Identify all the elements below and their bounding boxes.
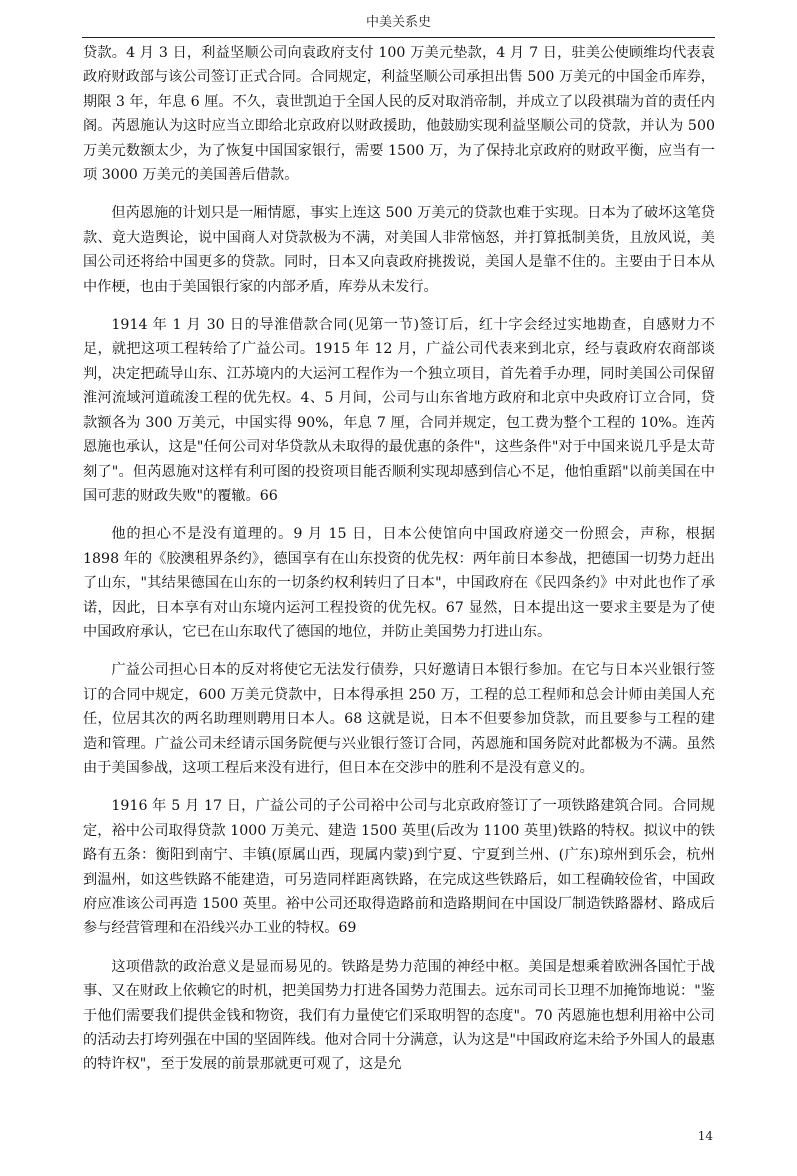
body-text	[83, 41, 715, 1091]
page-number: 14	[697, 1129, 713, 1143]
paragraph: 但芮恩施的计划只是一厢情愿，事实上连这 500 万美元的贷款也难于实现。日本为了破坏这笔贷款、竟大造舆论，说中国商人对贷款极为不满，对美国人非常恼怒，并打算抵制美货，且放风说，美国公司还将给中国更多的贷款。同时，日本又向袁政府挑拨说，美国人是靠不住的。主要由于日本从中作梗，也由于美国银行家的内部矛盾，库券从未发行。	[83, 205, 715, 295]
paragraph: 1916 年 5 月 17 日，广益公司的子公司裕中公司与北京政府签订了一项铁路建筑合同。合同规定，裕中公司取得贷款 1000 万美元、建造 1500 英里(后改为 1100 英里)铁路的特权。拟议中的铁路有五条：衡阳到南宁、丰镇(原属山西，现属内蒙)到宁夏、宁夏到兰州、(广东)琼州到乐会，杭州到温州，如这些铁路不能建造，可另造同样距离铁路，在完成这些铁路后，如工程确较俭省，中国政府应准该公司再造 1500 英里。裕中公司还取得造路前和造路期间在中国设厂制造铁路器材、路成后参与经营管理和在沿线兴办工业的特权。69	[83, 798, 715, 937]
paragraph: 贷款。4 月 3 日，利益坚顺公司向袁政府支付 100 万美元垫款，4 月 7 日，驻美公使顾维均代表袁政府财政部与该公司签订正式合同。合同规定，利益坚顺公司承担出售 500 万美元的中国金币库券，期限 3 年，年息 6 厘。不久，袁世凯迫于全国人民的反对取消帝制，并成立了以段祺瑞为首的责任内阁。芮恩施认为这时应当立即给北京政府以财政援助，他鼓励实现利益坚顺公司的贷款，并认为 500 万美元数额太少，为了恢复中国国家银行，需要 1500 万，为了保持北京政府的财政平衡，应当有一项 3000 万美元的美国善后借款。	[83, 45, 715, 184]
running-header: 中美关系史	[365, 15, 431, 30]
header-rule	[82, 37, 715, 38]
paragraph: 广益公司担心日本的反对将使它无法发行债券，只好邀请日本银行参加。在它与日本兴业银行签订的合同中规定，600 万美元贷款中，日本得承担 250 万，工程的总工程师和总会计师由美国人充任，位居其次的两名助理则聘用日本人。68 这就是说，日本不但要参加贷款，而且要参与工程的建造和管理。广益公司未经请示国务院便与兴业银行签订合同，芮恩施和国务院对此都极为不满。虽然由于美国参战，这项工程后来没有进行，但日本在交涉中的胜利不是没有意义的。	[83, 662, 715, 776]
paragraph: 这项借款的政治意义是显而易见的。铁路是势力范围的神经中枢。美国是想乘着欧洲各国忙于战事、又在财政上依赖它的时机，把美国势力打进各国势力范围去。远东司司长卫理不加掩饰地说："鉴于他们需要我们提供金钱和物资，我们有力量使它们采取明智的态度"。70 芮恩施也想利用裕中公司的活动去打垮列强在中国的坚固阵线。他对合同十分满意，认为这是"中国政府迄未给予外国人的最惠的特许权"，至于发展的前景那就更可观了，这是允	[83, 958, 715, 1073]
paragraph: 他的担心不是没有道理的。9 月 15 日，日本公使馆向中国政府递交一份照会，声称，根据 1898 年的《胶澳租界条约》，德国享有在山东投资的优先权：两年前日本参战，把德国一切势力赶出了山东，"其结果德国在山东的一切条约权利转归了日本"，中国政府在《民四条约》中对此也作了承诺，因此，日本享有对山东境内运河工程投资的优先权。67 显然，日本提出这一要求主要是为了使中国政府承认，它已在山东取代了德国的地位，并防止美国势力打进山东。	[83, 526, 715, 640]
paragraph: 1914 年 1 月 30 日的导淮借款合同(见第一节)签订后，红十字会经过实地勘查，自感财力不足，就把这项工程转给了广益公司。1915 年 12 月，广益公司代表来到北京，经与袁政府农商部谈判，决定把疏导山东、江苏境内的大运河工程作为一个独立项目，首先着手办理，同时美国公司保留淮河流域河道疏浚工程的优先权。4、5 月间，公司与山东省地方政府和北京中央政府订立合同，贷款额各为 300 万美元，中国实得 90%，年息 7 厘，合同并规定，包工费为整个工程的 10%。连芮恩施也承认，这是"任何公司对华贷款从未取得的最优惠的条件"，这些条件"对于中国来说几乎是太苛刻了"。但芮恩施对这样有利可图的投资项目能否顺利实现却感到信心不足，他怕重蹈"以前美国在中国可悲的财政失败"的覆辙。66	[83, 317, 715, 504]
